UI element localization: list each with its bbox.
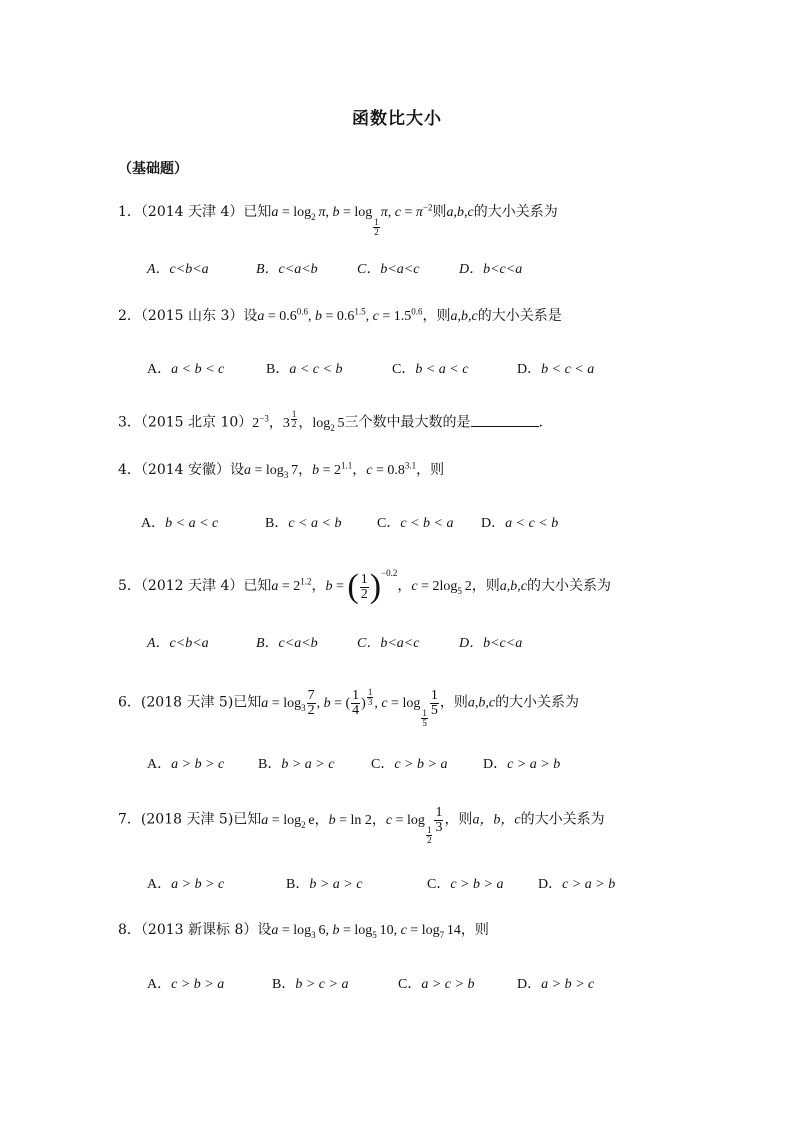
q6-text: 已知 xyxy=(233,694,262,711)
q7-text: 已知 xyxy=(233,811,262,828)
q4-option-d[interactable]: D．a < c < b xyxy=(481,516,559,531)
q7-source: (2018 天津 5) xyxy=(140,811,234,828)
question-1 xyxy=(118,202,558,237)
q1-number: 1． xyxy=(118,204,141,220)
q5-vars: a,b,c xyxy=(499,579,527,595)
q8-source: （2013 新课标 8） xyxy=(140,922,258,938)
q8-option-a[interactable]: A．c > b > a xyxy=(147,977,225,992)
question-7 xyxy=(118,806,605,845)
q5-formula: $a = 2^{1.2}$，b = ( $\frac{1}{2}$ )$^{-0.2}$，$c = 2\log_5$ 2 xyxy=(271,568,472,605)
q2-option-c[interactable]: C．b < a < c xyxy=(392,362,469,377)
q7-tail2: 的大小关系为 xyxy=(520,811,605,828)
q1-option-b[interactable]: B．c<a<b xyxy=(256,262,318,277)
q2-number: 2． xyxy=(118,308,141,324)
q3-tail: 三个数中最大数的是 xyxy=(344,414,471,431)
q2-source: （2015 山东 3） xyxy=(140,308,244,324)
q1-source: （2014 天津 4） xyxy=(140,204,244,220)
q7-number: 7． xyxy=(118,811,141,828)
q4-text: 设 xyxy=(230,462,245,478)
q6-tail2: 的大小关系为 xyxy=(495,694,580,711)
question-5 xyxy=(118,570,611,604)
q7-tail: ，则 xyxy=(444,811,473,828)
q4-option-c[interactable]: C．c < b < a xyxy=(377,516,454,531)
q6-vars: a,b,c xyxy=(467,695,496,711)
q2-text: 设 xyxy=(243,308,258,324)
q7-option-d[interactable]: D．c > a > b xyxy=(538,877,616,892)
q4-number: 4． xyxy=(118,462,141,478)
q7-option-a[interactable]: A．a > b > c xyxy=(147,877,225,892)
q7-option-b[interactable]: B．b > a > c xyxy=(286,877,363,892)
q8-formula: $a = \log_3 6$, $b = \log_5 10$, $c = \log_7 14$ xyxy=(271,923,461,940)
q7-option-c[interactable]: C．c > b > a xyxy=(427,877,504,892)
q4-tail: ，则 xyxy=(416,462,445,478)
q6-option-d[interactable]: D．c > a > b xyxy=(483,757,561,772)
q1-tail: 则 xyxy=(432,204,447,220)
question-8 xyxy=(118,920,489,941)
q5-tail2: 的大小关系为 xyxy=(526,578,611,595)
q1-option-d[interactable]: D．b<c<a xyxy=(459,262,523,277)
q2-option-b[interactable]: B．a < c < b xyxy=(266,362,343,377)
q7-vars: a，b，c xyxy=(472,812,521,828)
q5-tail: ，则 xyxy=(471,578,500,595)
q2-tail2: 的大小关系是 xyxy=(477,308,562,324)
q1-vars: a,b,c xyxy=(446,205,474,220)
q6-option-b[interactable]: B．b > a > c xyxy=(258,757,335,772)
q8-tail: ，则 xyxy=(460,922,489,938)
q1-tail2: 的大小关系为 xyxy=(473,204,558,220)
q4-source: （2014 安徽） xyxy=(140,462,231,478)
q8-number: 8． xyxy=(118,922,141,938)
question-3 xyxy=(118,410,543,434)
q3-formula: $2^{-3}$，3 $^{\frac{1}{2}}$ ，$\log_2 5$ xyxy=(252,409,345,433)
section-heading: （基础题） xyxy=(118,161,188,177)
q2-option-a[interactable]: A．a < b < c xyxy=(147,362,225,377)
q2-vars: a,b,c xyxy=(450,309,478,324)
question-4 xyxy=(118,460,444,481)
q1-option-a[interactable]: A．c<b<a xyxy=(147,262,209,277)
q4-option-a[interactable]: A．b < a < c xyxy=(141,516,219,531)
q6-option-a[interactable]: A．a > b > c xyxy=(147,757,225,772)
q2-option-d[interactable]: D．b < c < a xyxy=(517,362,595,377)
q5-number: 5． xyxy=(118,578,141,595)
q6-formula: $a = \log_3$ $\frac{7}{2}$ , b = ( $\frac{1}{4}$ ) $^{\frac{1}{3}}$ , c = log $\frac{1}{5}$ $\frac{1}{5}$ xyxy=(261,687,438,728)
question-2 xyxy=(118,306,562,327)
q1-text: 已知 xyxy=(243,204,272,220)
q2-formula: $a = 0.6^{0.6}$, $b = 0.6^{1.5}$, $c = 1.5^{0.6}$ xyxy=(257,306,423,324)
q1-option-c[interactable]: C．b<a<c xyxy=(357,262,420,277)
q2-tail: ，则 xyxy=(422,308,451,324)
q8-option-b[interactable]: B．b > c > a xyxy=(272,977,349,992)
q6-option-c[interactable]: C．c > b > a xyxy=(371,757,448,772)
q8-option-c[interactable]: C．a > c > b xyxy=(398,977,475,992)
q5-option-a[interactable]: A．c<b<a xyxy=(147,636,209,651)
q1-formula: $a = \log_2 \pi$, b = log $\frac{1}{2}$ π, $c = \pi^{-2}$ xyxy=(271,202,433,237)
page-title: 函数比大小 xyxy=(352,109,442,129)
q6-source: (2018 天津 5) xyxy=(140,694,234,711)
q4-option-b[interactable]: B．c < a < b xyxy=(265,516,342,531)
q3-number: 3． xyxy=(118,414,141,431)
q6-number: 6． xyxy=(118,694,141,711)
q4-formula: $a = \log_3 7$，$b = 2^{1.1}$，$c = 0.8^{3.1}$ xyxy=(244,460,417,480)
q7-formula: $a = \log_2 e$，b = ln 2，c = log $\frac{1}{2}$ $\frac{1}{3}$ xyxy=(261,805,443,845)
q8-text: 设 xyxy=(257,922,272,938)
q3-answer-blank[interactable] xyxy=(471,412,539,427)
q5-source: （2012 天津 4） xyxy=(140,578,244,595)
q5-option-c[interactable]: C．b<a<c xyxy=(357,636,420,651)
q5-option-b[interactable]: B．c<a<b xyxy=(256,636,318,651)
question-6 xyxy=(118,688,579,728)
q8-option-d[interactable]: D．a > b > c xyxy=(517,977,595,992)
q5-option-d[interactable]: D．b<c<a xyxy=(459,636,523,651)
q5-text: 已知 xyxy=(243,578,272,595)
q3-source: （2015 北京 10） xyxy=(140,414,253,431)
q6-tail: ，则 xyxy=(439,694,468,711)
q3-end: . xyxy=(538,414,543,431)
